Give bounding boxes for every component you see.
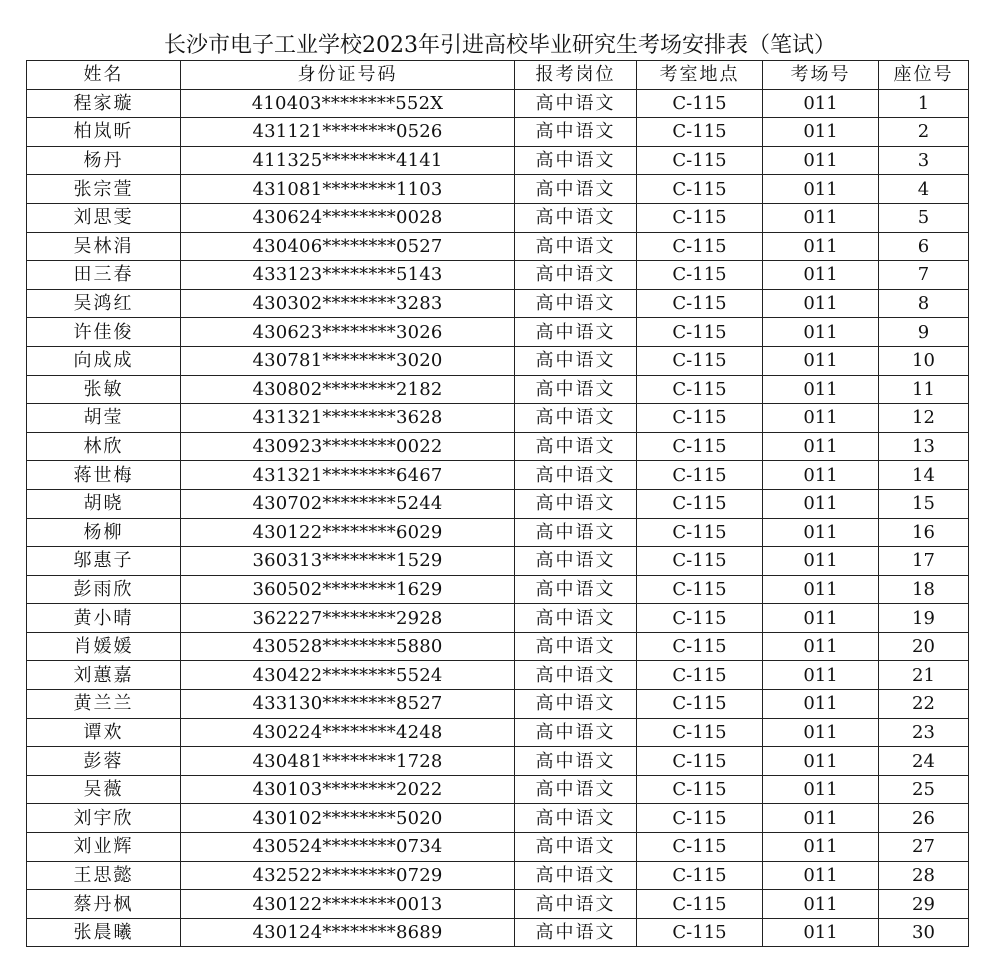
table-row <box>27 432 969 461</box>
cell-room-location: C-115 <box>637 89 763 118</box>
cell-name: 张晨曦 <box>27 918 181 947</box>
cell-name: 彭蓉 <box>27 747 181 776</box>
cell-name: 胡莹 <box>27 404 181 433</box>
cell-seat-number: 30 <box>879 918 969 947</box>
cell-seat-number: 16 <box>879 518 969 547</box>
cell-post: 高中语文 <box>515 775 637 804</box>
cell-seat-number: 14 <box>879 461 969 490</box>
header-exam-hall-number: 考场号 <box>763 61 879 90</box>
cell-exam-hall-number: 011 <box>763 547 879 576</box>
header-id-number: 身份证号码 <box>181 61 515 90</box>
cell-seat-number: 21 <box>879 661 969 690</box>
table-row <box>27 89 969 118</box>
table-row <box>27 461 969 490</box>
cell-post: 高中语文 <box>515 318 637 347</box>
cell-seat-number: 24 <box>879 747 969 776</box>
cell-id-number: 430103********2022 <box>181 775 515 804</box>
cell-id-number: 430624********0028 <box>181 203 515 232</box>
cell-id-number: 430528********5880 <box>181 632 515 661</box>
cell-id-number: 430422********5524 <box>181 661 515 690</box>
cell-name: 胡晓 <box>27 489 181 518</box>
cell-name: 彭雨欣 <box>27 575 181 604</box>
cell-exam-hall-number: 011 <box>763 375 879 404</box>
cell-id-number: 411325********4141 <box>181 146 515 175</box>
cell-room-location: C-115 <box>637 632 763 661</box>
cell-seat-number: 27 <box>879 833 969 862</box>
table-row <box>27 518 969 547</box>
cell-room-location: C-115 <box>637 775 763 804</box>
table-header-row <box>27 61 969 90</box>
cell-id-number: 430122********0013 <box>181 890 515 919</box>
cell-seat-number: 23 <box>879 718 969 747</box>
table-row <box>27 375 969 404</box>
cell-id-number: 410403********552X <box>181 89 515 118</box>
cell-exam-hall-number: 011 <box>763 518 879 547</box>
cell-room-location: C-115 <box>637 747 763 776</box>
cell-post: 高中语文 <box>515 232 637 261</box>
cell-id-number: 362227********2928 <box>181 604 515 633</box>
cell-exam-hall-number: 011 <box>763 461 879 490</box>
page-title: 长沙市电子工业学校2023年引进高校毕业研究生考场安排表（笔试） <box>164 33 836 58</box>
cell-post: 高中语文 <box>515 404 637 433</box>
cell-post: 高中语文 <box>515 432 637 461</box>
cell-name: 刘业辉 <box>27 833 181 862</box>
cell-exam-hall-number: 011 <box>763 318 879 347</box>
cell-post: 高中语文 <box>515 833 637 862</box>
cell-seat-number: 25 <box>879 775 969 804</box>
cell-post: 高中语文 <box>515 575 637 604</box>
table-row <box>27 890 969 919</box>
cell-id-number: 433123********5143 <box>181 261 515 290</box>
cell-room-location: C-115 <box>637 918 763 947</box>
cell-room-location: C-115 <box>637 518 763 547</box>
cell-room-location: C-115 <box>637 690 763 719</box>
cell-room-location: C-115 <box>637 346 763 375</box>
cell-exam-hall-number: 011 <box>763 404 879 433</box>
cell-exam-hall-number: 011 <box>763 432 879 461</box>
table-row <box>27 747 969 776</box>
cell-exam-hall-number: 011 <box>763 232 879 261</box>
cell-post: 高中语文 <box>515 690 637 719</box>
cell-room-location: C-115 <box>637 261 763 290</box>
cell-name: 黄小晴 <box>27 604 181 633</box>
table-row <box>27 289 969 318</box>
cell-seat-number: 19 <box>879 604 969 633</box>
table-row <box>27 661 969 690</box>
cell-room-location: C-115 <box>637 289 763 318</box>
cell-name: 刘宇欣 <box>27 804 181 833</box>
cell-name: 张敏 <box>27 375 181 404</box>
cell-exam-hall-number: 011 <box>763 289 879 318</box>
cell-post: 高中语文 <box>515 518 637 547</box>
cell-exam-hall-number: 011 <box>763 718 879 747</box>
cell-id-number: 430481********1728 <box>181 747 515 776</box>
cell-name: 蒋世梅 <box>27 461 181 490</box>
cell-post: 高中语文 <box>515 118 637 147</box>
cell-name: 刘蕙嘉 <box>27 661 181 690</box>
cell-name: 张宗萱 <box>27 175 181 204</box>
cell-name: 肖媛媛 <box>27 632 181 661</box>
table-row <box>27 175 969 204</box>
cell-room-location: C-115 <box>637 833 763 862</box>
cell-exam-hall-number: 011 <box>763 604 879 633</box>
table-row <box>27 118 969 147</box>
cell-id-number: 360313********1529 <box>181 547 515 576</box>
cell-exam-hall-number: 011 <box>763 690 879 719</box>
cell-room-location: C-115 <box>637 318 763 347</box>
cell-id-number: 431321********3628 <box>181 404 515 433</box>
cell-exam-hall-number: 011 <box>763 89 879 118</box>
cell-post: 高中语文 <box>515 489 637 518</box>
cell-post: 高中语文 <box>515 661 637 690</box>
cell-exam-hall-number: 011 <box>763 575 879 604</box>
table-body <box>27 89 969 947</box>
cell-seat-number: 28 <box>879 861 969 890</box>
cell-room-location: C-115 <box>637 661 763 690</box>
cell-id-number: 432522********0729 <box>181 861 515 890</box>
cell-room-location: C-115 <box>637 175 763 204</box>
cell-post: 高中语文 <box>515 890 637 919</box>
table-row <box>27 346 969 375</box>
cell-name: 吴薇 <box>27 775 181 804</box>
cell-room-location: C-115 <box>637 575 763 604</box>
cell-room-location: C-115 <box>637 375 763 404</box>
cell-seat-number: 1 <box>879 89 969 118</box>
cell-name: 向成成 <box>27 346 181 375</box>
cell-name: 邬惠子 <box>27 547 181 576</box>
table-row <box>27 804 969 833</box>
cell-id-number: 431081********1103 <box>181 175 515 204</box>
header-room-location: 考室地点 <box>637 61 763 90</box>
cell-room-location: C-115 <box>637 461 763 490</box>
table-row <box>27 632 969 661</box>
cell-seat-number: 10 <box>879 346 969 375</box>
cell-exam-hall-number: 011 <box>763 118 879 147</box>
cell-seat-number: 17 <box>879 547 969 576</box>
cell-post: 高中语文 <box>515 918 637 947</box>
cell-id-number: 433130********8527 <box>181 690 515 719</box>
table-row <box>27 918 969 947</box>
cell-exam-hall-number: 011 <box>763 918 879 947</box>
cell-room-location: C-115 <box>637 804 763 833</box>
cell-post: 高中语文 <box>515 747 637 776</box>
cell-seat-number: 11 <box>879 375 969 404</box>
cell-post: 高中语文 <box>515 861 637 890</box>
header-name: 姓名 <box>27 61 181 90</box>
cell-post: 高中语文 <box>515 604 637 633</box>
table-row <box>27 261 969 290</box>
cell-post: 高中语文 <box>515 346 637 375</box>
cell-room-location: C-115 <box>637 146 763 175</box>
cell-name: 蔡丹枫 <box>27 890 181 919</box>
table-row <box>27 833 969 862</box>
cell-seat-number: 7 <box>879 261 969 290</box>
cell-room-location: C-115 <box>637 404 763 433</box>
cell-exam-hall-number: 011 <box>763 346 879 375</box>
table-row <box>27 547 969 576</box>
cell-id-number: 430406********0527 <box>181 232 515 261</box>
cell-room-location: C-115 <box>637 547 763 576</box>
cell-exam-hall-number: 011 <box>763 747 879 776</box>
cell-post: 高中语文 <box>515 175 637 204</box>
table-row <box>27 146 969 175</box>
cell-seat-number: 6 <box>879 232 969 261</box>
cell-seat-number: 29 <box>879 890 969 919</box>
cell-post: 高中语文 <box>515 289 637 318</box>
table-row <box>27 203 969 232</box>
cell-seat-number: 22 <box>879 690 969 719</box>
cell-post: 高中语文 <box>515 89 637 118</box>
cell-id-number: 430302********3283 <box>181 289 515 318</box>
table-row <box>27 575 969 604</box>
cell-exam-hall-number: 011 <box>763 146 879 175</box>
table-row <box>27 690 969 719</box>
table-row <box>27 232 969 261</box>
cell-id-number: 360502********1629 <box>181 575 515 604</box>
cell-id-number: 430802********2182 <box>181 375 515 404</box>
cell-room-location: C-115 <box>637 718 763 747</box>
cell-exam-hall-number: 011 <box>763 261 879 290</box>
cell-name: 谭欢 <box>27 718 181 747</box>
cell-id-number: 430623********3026 <box>181 318 515 347</box>
cell-id-number: 430224********4248 <box>181 718 515 747</box>
cell-name: 吴鸿红 <box>27 289 181 318</box>
cell-id-number: 431321********6467 <box>181 461 515 490</box>
cell-exam-hall-number: 011 <box>763 632 879 661</box>
table-row <box>27 604 969 633</box>
cell-seat-number: 26 <box>879 804 969 833</box>
cell-seat-number: 9 <box>879 318 969 347</box>
cell-post: 高中语文 <box>515 804 637 833</box>
table-row <box>27 861 969 890</box>
cell-post: 高中语文 <box>515 461 637 490</box>
cell-name: 杨柳 <box>27 518 181 547</box>
cell-room-location: C-115 <box>637 604 763 633</box>
table-row <box>27 718 969 747</box>
cell-room-location: C-115 <box>637 890 763 919</box>
cell-seat-number: 5 <box>879 203 969 232</box>
table-row <box>27 404 969 433</box>
table-row <box>27 489 969 518</box>
cell-name: 许佳俊 <box>27 318 181 347</box>
cell-name: 黄兰兰 <box>27 690 181 719</box>
cell-post: 高中语文 <box>515 203 637 232</box>
cell-name: 田三春 <box>27 261 181 290</box>
cell-name: 杨丹 <box>27 146 181 175</box>
cell-exam-hall-number: 011 <box>763 861 879 890</box>
cell-room-location: C-115 <box>637 432 763 461</box>
cell-exam-hall-number: 011 <box>763 203 879 232</box>
cell-exam-hall-number: 011 <box>763 775 879 804</box>
cell-id-number: 430102********5020 <box>181 804 515 833</box>
cell-room-location: C-115 <box>637 203 763 232</box>
table-row <box>27 318 969 347</box>
cell-post: 高中语文 <box>515 146 637 175</box>
cell-exam-hall-number: 011 <box>763 661 879 690</box>
cell-id-number: 430702********5244 <box>181 489 515 518</box>
cell-seat-number: 13 <box>879 432 969 461</box>
cell-room-location: C-115 <box>637 489 763 518</box>
cell-name: 程家璇 <box>27 89 181 118</box>
cell-seat-number: 20 <box>879 632 969 661</box>
cell-post: 高中语文 <box>515 718 637 747</box>
cell-seat-number: 4 <box>879 175 969 204</box>
cell-id-number: 430923********0022 <box>181 432 515 461</box>
cell-seat-number: 8 <box>879 289 969 318</box>
cell-seat-number: 12 <box>879 404 969 433</box>
header-seat-number: 座位号 <box>879 61 969 90</box>
cell-room-location: C-115 <box>637 861 763 890</box>
cell-seat-number: 2 <box>879 118 969 147</box>
cell-seat-number: 15 <box>879 489 969 518</box>
cell-id-number: 430781********3020 <box>181 346 515 375</box>
exam-arrangement-table <box>26 60 969 947</box>
cell-id-number: 430122********6029 <box>181 518 515 547</box>
cell-post: 高中语文 <box>515 632 637 661</box>
cell-name: 刘思雯 <box>27 203 181 232</box>
cell-room-location: C-115 <box>637 118 763 147</box>
cell-id-number: 430124********8689 <box>181 918 515 947</box>
cell-exam-hall-number: 011 <box>763 890 879 919</box>
cell-id-number: 431121********0526 <box>181 118 515 147</box>
cell-post: 高中语文 <box>515 375 637 404</box>
cell-id-number: 430524********0734 <box>181 833 515 862</box>
cell-exam-hall-number: 011 <box>763 489 879 518</box>
cell-room-location: C-115 <box>637 232 763 261</box>
cell-exam-hall-number: 011 <box>763 833 879 862</box>
header-post: 报考岗位 <box>515 61 637 90</box>
cell-seat-number: 18 <box>879 575 969 604</box>
cell-exam-hall-number: 011 <box>763 804 879 833</box>
cell-exam-hall-number: 011 <box>763 175 879 204</box>
cell-name: 柏岚昕 <box>27 118 181 147</box>
cell-post: 高中语文 <box>515 547 637 576</box>
cell-seat-number: 3 <box>879 146 969 175</box>
table-row <box>27 775 969 804</box>
cell-name: 林欣 <box>27 432 181 461</box>
cell-post: 高中语文 <box>515 261 637 290</box>
cell-name: 吴林涓 <box>27 232 181 261</box>
cell-name: 王思懿 <box>27 861 181 890</box>
